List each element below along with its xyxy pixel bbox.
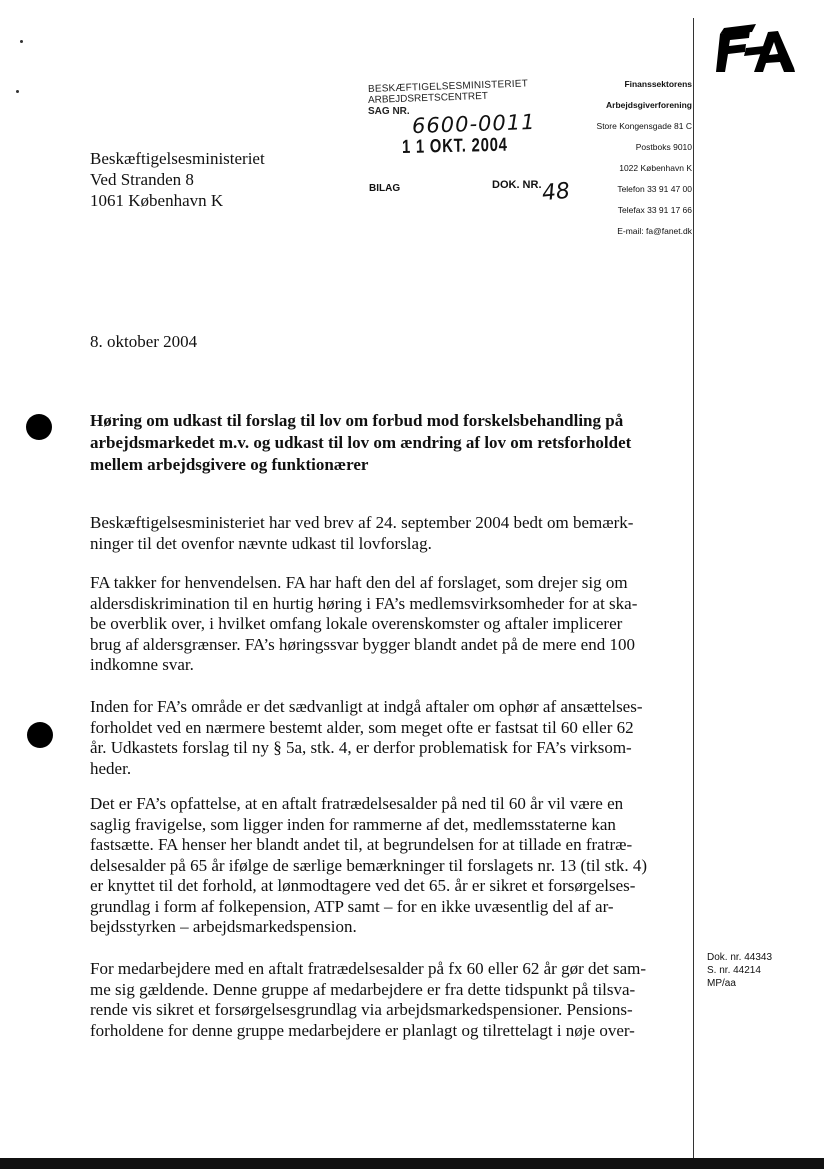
body-line: fastsætte. FA henser her blandt andet til, at begrundelsen for at tillade en fratræ-	[90, 835, 633, 854]
recipient-address	[90, 148, 265, 211]
body-line: bejdsstyrken – arbejdsmarkedspension.	[90, 917, 357, 936]
sender-email: E-mail: fa@fanet.dk	[617, 226, 692, 236]
body-line: er knyttet til det forhold, at lønmodtagere ved det 65. år er sikret et forsørgelses-	[90, 876, 636, 895]
stamp-center: ARBEJDSRETSCENTRET	[367, 90, 489, 106]
stamp-sag-label: SAG NR.	[368, 106, 410, 117]
margin-initials: MP/aa	[707, 978, 736, 989]
body-line: aldersdiskrimination til en hurtig høring i FA’s medlemsvirksomheder for at ska-	[90, 593, 638, 613]
body-line: forholdene for denne gruppe medarbejdere er planlagt og tilrettelagt i nøje over-	[90, 1020, 635, 1040]
recipient-line: 1061 København K	[90, 191, 224, 210]
body-line: For medarbejdere med en aftalt fratrædelsesalder på fx 60 eller 62 år gør det sam-	[90, 959, 647, 978]
body-line: be overblik over, i hvilket omfang lokale overenskomster og aftaler implicerer	[90, 614, 623, 633]
body-line: Beskæftigelsesministeriet har ved brev af 24. september 2004 bedt om bemærk-	[90, 513, 634, 532]
body-line: rende vis sikret et forsørgelsesgrundlag via arbejdsmarkedspensioner. Pensions-	[90, 1000, 633, 1019]
body-line: år. Udkastets forslag til ny § 5a, stk. 4, er derfor problematisk for FA’s virksom-	[90, 738, 632, 757]
scan-edge	[0, 1158, 824, 1169]
body-paragraph	[90, 794, 690, 938]
stamp-dok-number: 48	[540, 178, 572, 207]
margin-rule	[693, 18, 694, 1158]
body-line: indkomne svar.	[90, 655, 194, 674]
stamp-dok-label: DOK. NR.	[492, 179, 542, 191]
body-line: ninger til det ovenfor nævnte udkast til lovforslag.	[90, 533, 432, 553]
body-line: brug af aldersgrænser. FA’s høringssvar bygger blandt andet på de mere end 100	[90, 634, 635, 654]
body-line: FA takker for henvendelsen. FA har haft den del af forslaget, som drejer sig om	[90, 573, 628, 592]
body-line: grundlag i form af folkepension, ATP samt – for en ikke uvæsentlig del af ar-	[90, 896, 614, 916]
stamp-bilag-label: BILAG	[369, 183, 401, 194]
margin-dok-number: Dok. nr. 44343	[707, 952, 773, 963]
stamp-received-date: 1 1 OKT. 2004	[401, 134, 508, 158]
body-line: Inden for FA’s område er det sædvanligt at indgå aftaler om ophør af ansættelses-	[90, 697, 643, 716]
scan-speck	[16, 90, 19, 93]
recipient-line: Beskæftigelsesministeriet	[90, 149, 265, 168]
punch-hole	[27, 722, 53, 748]
stamp-ministry: BESKÆFTIGELSESMINISTERIET	[367, 78, 529, 95]
letter-subject: Høring om udkast til forslag til lov om forbud mod forskelsbehandling på arbejdsmarkedet m.v. og udkast til lov om ændring af lov om retsforholdet mellem arbejdsgivere og funktionærer	[90, 411, 632, 474]
body-paragraph	[90, 513, 690, 554]
sender-phone: Telefon 33 91 47 00	[617, 184, 692, 194]
punch-hole	[26, 414, 52, 440]
body-line: saglig fravigelse, som ligger inden for rammerne af det, medlemsstaterne kan	[90, 814, 616, 834]
sender-org-line: Arbejdsgiverforening	[606, 100, 692, 110]
body-line: forholdet ved en nærmere bestemt alder, som meget ofte er fastsat til 60 eller 62	[90, 717, 634, 737]
body-line: delsesalder på 65 år ifølge de særlige bemærkninger til forslagets nr. 13 (til stk. 4)	[90, 855, 648, 875]
body-paragraph	[90, 697, 690, 779]
body-paragraph	[90, 573, 690, 676]
sender-address	[597, 74, 692, 242]
margin-reference	[707, 951, 772, 990]
scan-speck	[20, 40, 23, 43]
stamp-sag-number: 6600-0011	[411, 109, 536, 139]
body-paragraph	[90, 959, 690, 1041]
sender-fax: Telefax 33 91 17 66	[617, 205, 692, 215]
fa-logo	[716, 24, 796, 76]
letter-date: 8. oktober 2004	[90, 332, 198, 351]
sender-city: 1022 København K	[619, 163, 692, 173]
sender-postbox: Postboks 9010	[635, 142, 692, 152]
body-line: heder.	[90, 758, 132, 778]
recipient-line: Ved Stranden 8	[90, 170, 194, 189]
sender-street: Store Kongensgade 81 C	[596, 121, 692, 131]
body-line: Det er FA’s opfattelse, at en aftalt fratrædelsesalder på ned til 60 år vil være en	[90, 794, 624, 813]
body-line: me sig gældende. Denne gruppe af medarbejdere er fra dette tidspunkt på tilsva-	[90, 979, 636, 999]
margin-sag-number: S. nr. 44214	[707, 965, 761, 976]
sender-org-line: Finanssektorens	[624, 79, 692, 89]
